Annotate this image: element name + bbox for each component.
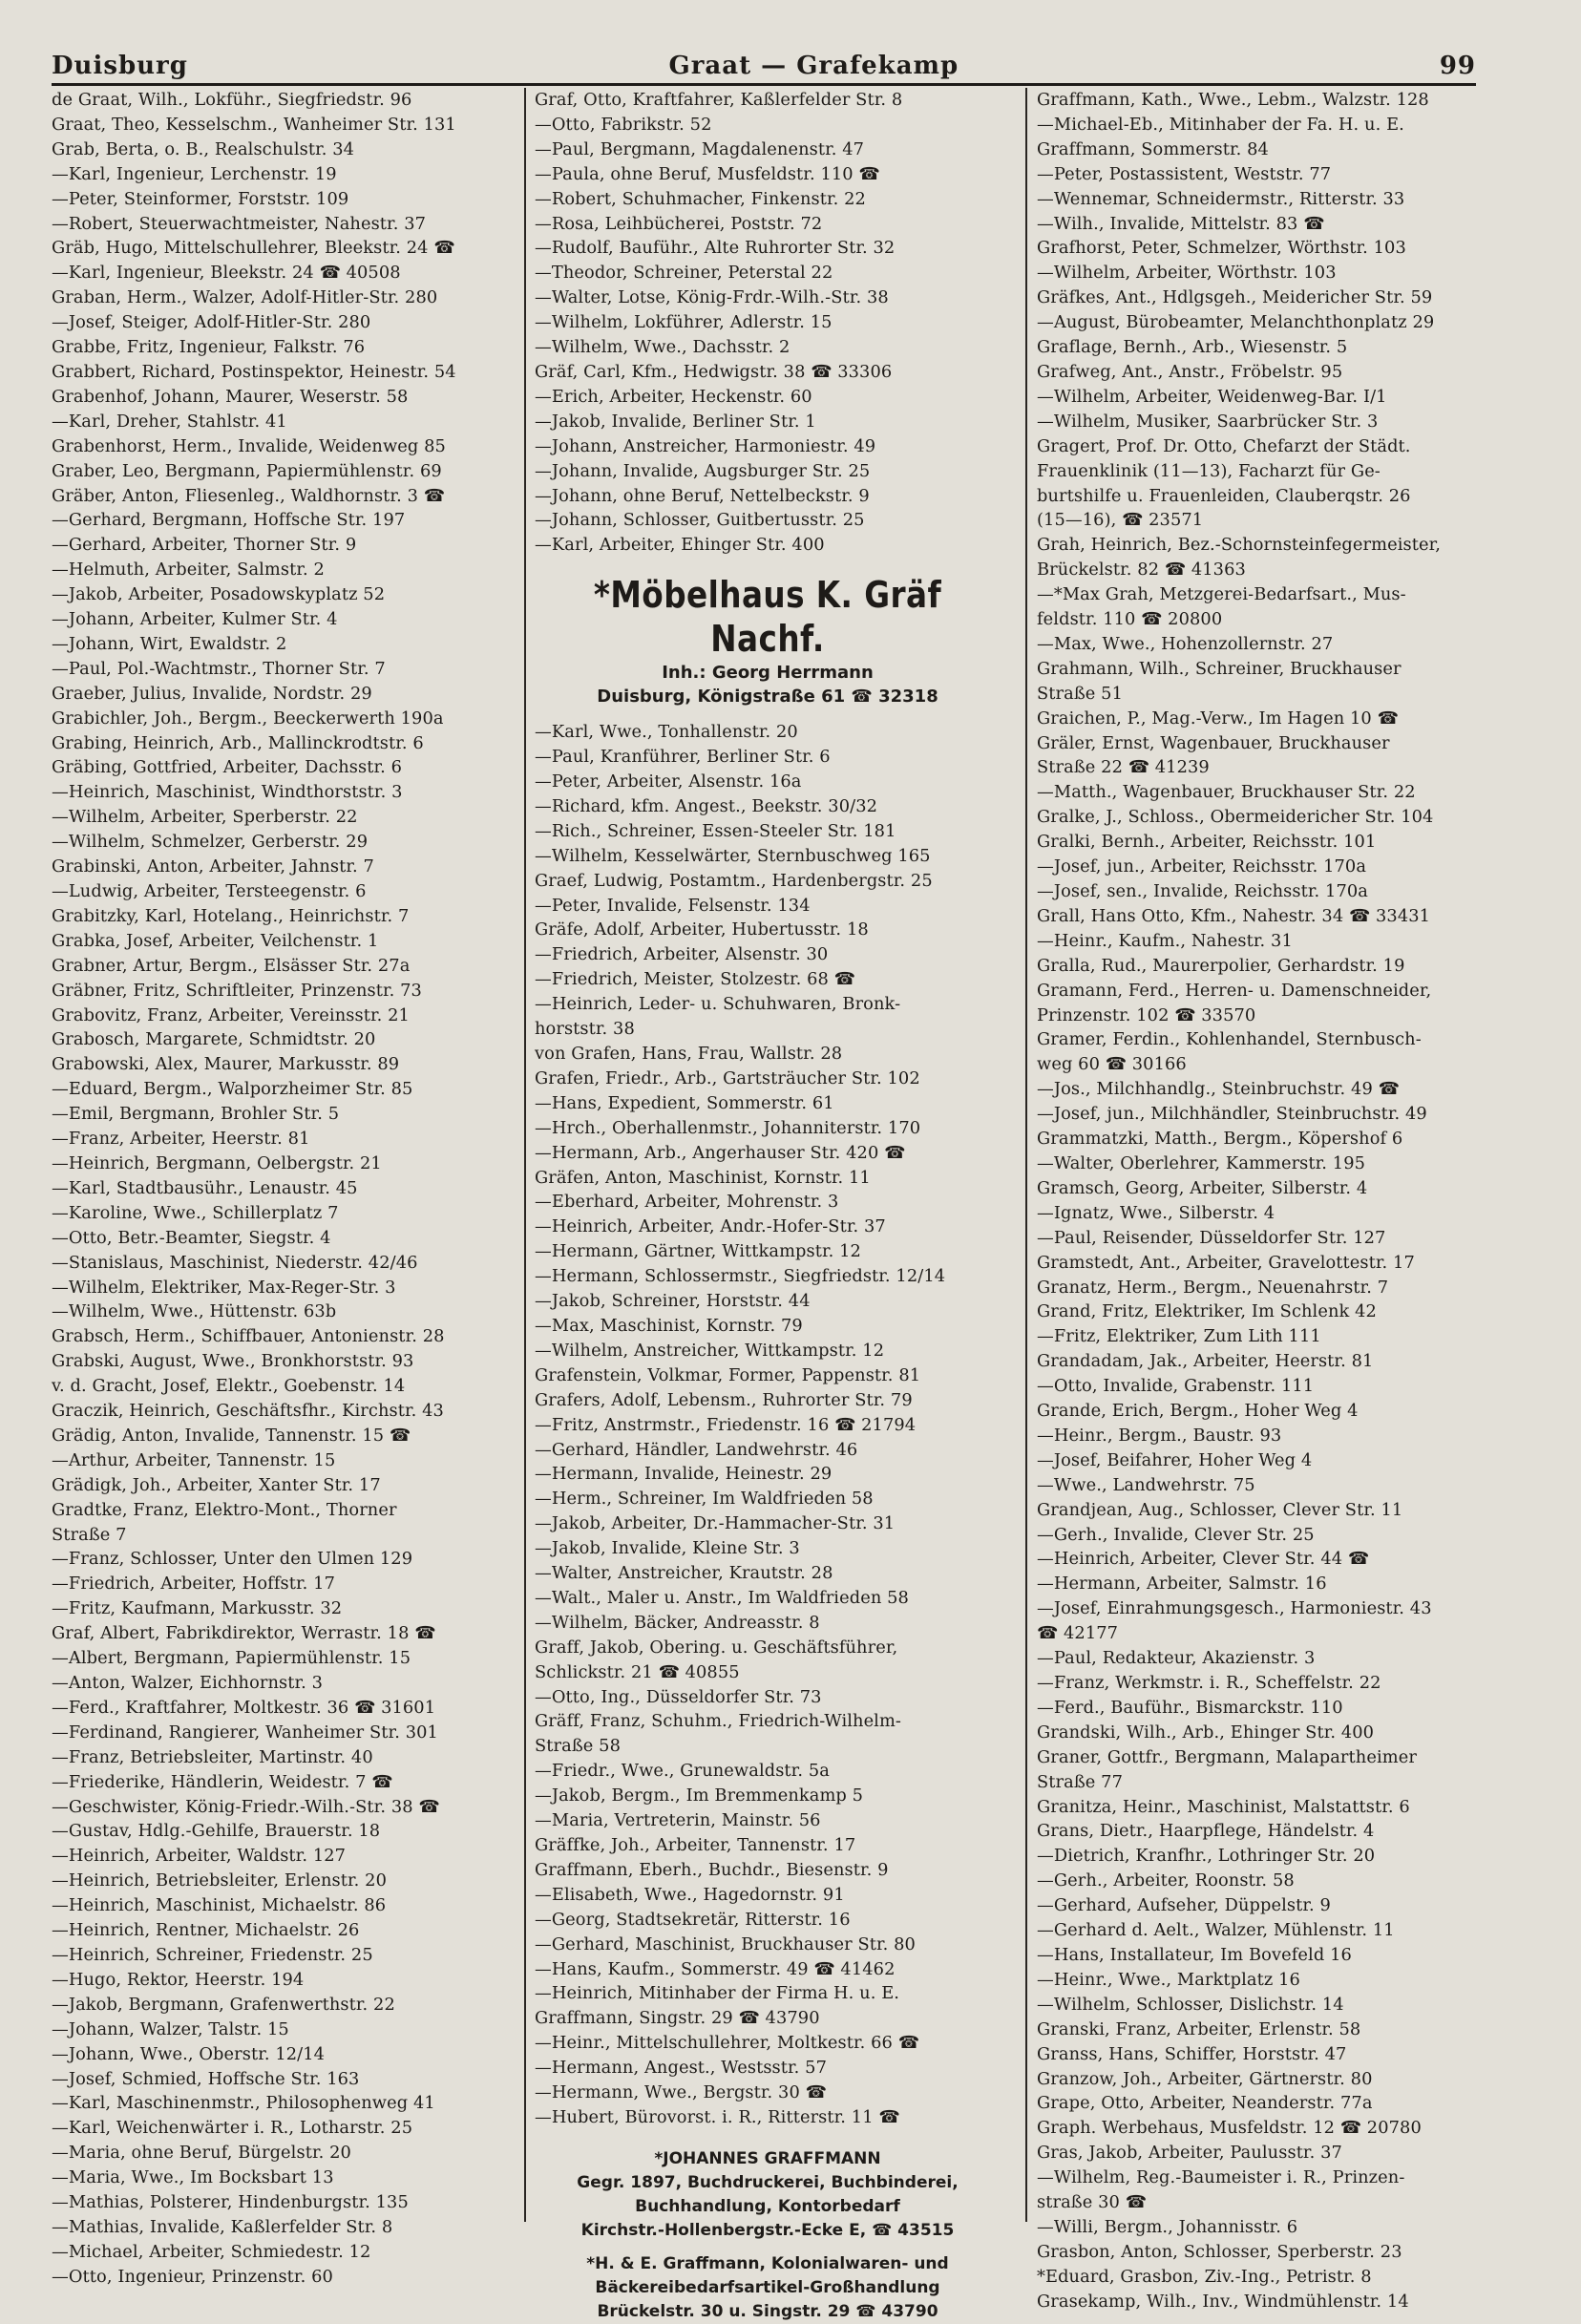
- directory-entry: Gradtke, Franz, Elektro-Mont., Thorner: [52, 1499, 397, 1520]
- directory-entry: —Wilhelm, Arbeiter, Weidenweg-Bar. I/1: [1037, 386, 1387, 407]
- directory-entry: —Eberhard, Arbeiter, Mohrenstr. 3: [535, 1192, 839, 1213]
- directory-entry: —Wilhelm, Schmelzer, Gerberstr. 29: [52, 832, 369, 853]
- directory-entry: Grabenhorst, Herm., Invalide, Weidenweg 85: [52, 435, 446, 456]
- directory-entry: —Johann, Invalide, Augsburger Str. 25: [535, 460, 871, 481]
- directory-entry: —Ferd., Kraftfahrer, Moltkestr. 36 ☎ 31601: [52, 1697, 436, 1718]
- ad-he-line: Brückelstr. 30 u. Singstr. 29 ☎ 43790: [597, 2301, 938, 2321]
- directory-entry: —Karl, Weichenwärter i. R., Lotharstr. 25: [52, 2118, 413, 2139]
- directory-entry: —Wilhelm, Musiker, Saarbrücker Str. 3: [1037, 411, 1379, 432]
- directory-entry: Grasbon, Anton, Schlosser, Sperberstr. 23: [1037, 2241, 1402, 2262]
- directory-entry: —Gerhard, Bergmann, Hoffsche Str. 197: [52, 510, 406, 531]
- directory-entry: Gralke, J., Schloss., Obermeidericher Str. 104: [1037, 807, 1434, 828]
- directory-entry: Graffmann, Eberh., Buchdr., Biesenstr. 9: [535, 1859, 889, 1880]
- directory-entry: —Helmuth, Arbeiter, Salmstr. 2: [52, 560, 325, 581]
- directory-entry: —Hermann, Wwe., Bergstr. 30 ☎: [535, 2082, 827, 2103]
- directory-entry: Graph. Werbehaus, Musfeldstr. 12 ☎ 20780: [1037, 2118, 1422, 2139]
- directory-entry: —Otto, Betr.-Beamter, Siegstr. 4: [52, 1227, 331, 1248]
- directory-entry: —Johann, Arbeiter, Kulmer Str. 4: [52, 609, 338, 630]
- directory-entry: —Johann, Anstreicher, Harmoniestr. 49: [535, 435, 876, 456]
- directory-entry: —Hans, Installateur, Im Bovefeld 16: [1037, 1944, 1352, 1965]
- directory-entry: —Karl, Stadtbausühr., Lenaustr. 45: [52, 1177, 358, 1198]
- directory-entry: —Gustav, Hdlg.-Gehilfe, Brauerstr. 18: [52, 1821, 381, 1842]
- directory-entry: Straße 51: [1037, 683, 1124, 704]
- column-2: [535, 88, 1001, 2321]
- directory-entry: —Peter, Arbeiter, Alsenstr. 16a: [535, 771, 802, 792]
- directory-entry: —Maria, Vertreterin, Mainstr. 56: [535, 1810, 821, 1831]
- directory-entry: Gräbner, Fritz, Schriftleiter, Prinzenstr. 73: [52, 980, 422, 1001]
- directory-entry: —Max, Maschinist, Kornstr. 79: [535, 1315, 803, 1336]
- directory-entry: —Josef, Einrahmungsgesch., Harmoniestr. 43: [1037, 1598, 1432, 1619]
- column-2-top: [535, 88, 1001, 558]
- directory-entry: Grabichler, Joh., Bergm., Beeckerwerth 190a: [52, 708, 444, 729]
- directory-entry: Grabinski, Anton, Arbeiter, Jahnstr. 7: [52, 856, 374, 877]
- directory-entry: —Heinr., Bergm., Baustr. 93: [1037, 1425, 1282, 1446]
- directory-entry: feldstr. 110 ☎ 20800: [1037, 609, 1223, 630]
- directory-entry: —Herm., Schreiner, Im Waldfrieden 58: [535, 1489, 874, 1510]
- directory-entry: Gragert, Prof. Dr. Otto, Chefarzt der Städt.: [1037, 435, 1411, 456]
- directory-entry: (15—16), ☎ 23571: [1037, 510, 1204, 531]
- directory-entry: —Paula, ohne Beruf, Musfeldstr. 110 ☎: [535, 163, 880, 184]
- directory-entry: —Wilhelm, Bäcker, Andreasstr. 8: [535, 1612, 820, 1633]
- directory-entry: Grasekamp, Wilh., Inv., Windmühlenstr. 14: [1037, 2291, 1409, 2312]
- directory-entry: —Friedrich, Meister, Stolzestr. 68 ☎: [535, 969, 855, 990]
- directory-entry: —August, Bürobeamter, Melanchthonplatz 29: [1037, 312, 1435, 333]
- ad-johannes-graffmann: [535, 2147, 1001, 2243]
- directory-entry: —Peter, Postassistent, Weststr. 77: [1037, 163, 1332, 184]
- directory-entry: Gräff, Franz, Schuhm., Friedrich-Wilhelm-: [535, 1711, 902, 1732]
- directory-entry: Schlickstr. 21 ☎ 40855: [535, 1661, 740, 1682]
- directory-entry: —Wilh., Invalide, Mittelstr. 83 ☎: [1037, 213, 1325, 234]
- directory-entry: Gramann, Ferd., Herren- u. Damenschneider,: [1037, 980, 1432, 1001]
- directory-entry: —Hermann, Arbeiter, Salmstr. 16: [1037, 1574, 1327, 1595]
- directory-entry: —Robert, Steuerwachtmeister, Nahestr. 37: [52, 213, 427, 234]
- directory-entry: —Franz, Schlosser, Unter den Ulmen 129: [52, 1549, 413, 1570]
- directory-entry: —Gerhard d. Aelt., Walzer, Mühlenstr. 11: [1037, 1920, 1395, 1941]
- directory-entry: Grafhorst, Peter, Schmelzer, Wörthstr. 103: [1037, 238, 1406, 259]
- directory-entry: —Walter, Lotse, König-Frdr.-Wilh.-Str. 38: [535, 287, 889, 308]
- directory-entry: Gralki, Bernh., Arbeiter, Reichsstr. 101: [1037, 832, 1377, 853]
- directory-entry: Graczik, Heinrich, Geschäftsfhr., Kirchstr. 43: [52, 1401, 444, 1422]
- directory-entry: —Karl, Ingenieur, Bleekstr. 24 ☎ 40508: [52, 263, 401, 284]
- directory-entry: —Peter, Invalide, Felsenstr. 134: [535, 895, 811, 916]
- directory-entry: —Karoline, Wwe., Schillerplatz 7: [52, 1202, 339, 1223]
- directory-entry: Grandjean, Aug., Schlosser, Clever Str. 11: [1037, 1499, 1403, 1520]
- directory-entry: *Eduard, Grasbon, Ziv.-Ing., Petristr. 8: [1037, 2266, 1372, 2287]
- directory-entry: Grafenstein, Volkmar, Former, Pappenstr. 81: [535, 1364, 921, 1385]
- directory-entry: —Ludwig, Arbeiter, Tersteegenstr. 6: [52, 881, 367, 901]
- directory-entry: Gräler, Ernst, Wagenbauer, Bruckhauser: [1037, 732, 1390, 753]
- directory-entry: —Albert, Bergmann, Papiermühlenstr. 15: [52, 1648, 411, 1669]
- directory-entry: —Hubert, Bürovorst. i. R., Ritterstr. 11 ☎: [535, 2106, 900, 2127]
- directory-entry: —Fritz, Elektriker, Zum Lith 111: [1037, 1326, 1321, 1347]
- directory-entry: —Georg, Stadtsekretär, Ritterstr. 16: [535, 1909, 851, 1930]
- directory-entry: Straße 58: [535, 1736, 622, 1757]
- directory-entry: —Gerh., Invalide, Clever Str. 25: [1037, 1524, 1315, 1545]
- directory-entry: —Josef, Steiger, Adolf-Hitler-Str. 280: [52, 312, 371, 333]
- directory-entry: —Friedrich, Arbeiter, Alsenstr. 30: [535, 944, 829, 965]
- directory-entry: Grabner, Artur, Bergm., Elsässer Str. 27a: [52, 955, 411, 976]
- directory-entry: —Michael-Eb., Mitinhaber der Fa. H. u. E.: [1037, 114, 1404, 135]
- directory-entry: Grädigk, Joh., Arbeiter, Xanter Str. 17: [52, 1474, 381, 1495]
- directory-entry: —Theodor, Schreiner, Peterstal 22: [535, 263, 833, 284]
- directory-entry: —Josef, Beifahrer, Hoher Weg 4: [1037, 1449, 1313, 1470]
- directory-entry: Granatz, Herm., Bergm., Neuenahrstr. 7: [1037, 1277, 1389, 1298]
- directory-entry: —Stanislaus, Maschinist, Niederstr. 42/46: [52, 1252, 418, 1273]
- directory-entry: Graner, Gottfr., Bergmann, Malapartheimer: [1037, 1746, 1417, 1767]
- directory-entry: Gräfen, Anton, Maschinist, Kornstr. 11: [535, 1167, 871, 1188]
- directory-entry: —Josef, jun., Arbeiter, Reichsstr. 170a: [1037, 856, 1367, 877]
- directory-entry: —Willi, Bergm., Johannisstr. 6: [1037, 2216, 1298, 2237]
- directory-entry: —Heinrich, Maschinist, Windthorststr. 3: [52, 782, 403, 803]
- directory-entry: —Rosa, Leihbücherei, Poststr. 72: [535, 213, 823, 234]
- directory-entry: Graffmann, Kath., Wwe., Lebm., Walzstr. 128: [1037, 90, 1429, 110]
- directory-entry: straße 30 ☎: [1037, 2192, 1147, 2213]
- directory-entry: —Fritz, Anstrmstr., Friedenstr. 16 ☎ 21794: [535, 1414, 917, 1435]
- directory-entry: Straße 22 ☎ 41239: [1037, 757, 1210, 778]
- directory-entry: Grall, Hans Otto, Kfm., Nahestr. 34 ☎ 33431: [1037, 905, 1431, 926]
- ad-he-graffmann: [535, 2252, 1001, 2324]
- ad-moebelhaus: [535, 573, 1001, 708]
- directory-entry: —Hans, Expedient, Sommerstr. 61: [535, 1092, 834, 1113]
- directory-entry: —Gerhard, Händler, Landwehrstr. 46: [535, 1439, 858, 1460]
- directory-entry: Grahmann, Wilh., Schreiner, Bruckhauser: [1037, 658, 1402, 679]
- directory-entry: —Johann, Walzer, Talstr. 15: [52, 2018, 289, 2039]
- directory-entry: Granss, Hans, Schiffer, Horststr. 47: [1037, 2043, 1347, 2064]
- directory-entry: —Max, Wwe., Hohenzollernstr. 27: [1037, 633, 1334, 654]
- directory-entry: weg 60 ☎ 30166: [1037, 1054, 1187, 1075]
- directory-entry: Graf, Otto, Kraftfahrer, Kaßlerfelder Str. 8: [535, 90, 903, 110]
- directory-entry: —Wilhelm, Arbeiter, Wörthstr. 103: [1037, 263, 1337, 284]
- directory-entry: —Heinrich, Mitinhaber der Firma H. u. E.: [535, 1983, 900, 2004]
- directory-entry: —Karl, Dreher, Stahlstr. 41: [52, 411, 287, 432]
- directory-entry: horststr. 38: [535, 1019, 635, 1040]
- directory-entry: —Erich, Arbeiter, Heckenstr. 60: [535, 386, 812, 407]
- directory-entry: Gramstedt, Ant., Arbeiter, Gravelottestr. 17: [1037, 1252, 1415, 1273]
- directory-entry: Gräffke, Joh., Arbeiter, Tannenstr. 17: [535, 1835, 856, 1855]
- column-2-bottom: [535, 720, 1001, 2130]
- directory-entry: Grah, Heinrich, Bez.-Schornsteinfegermeister,: [1037, 535, 1442, 556]
- directory-entry: Grabosch, Margarete, Schmidtstr. 20: [52, 1029, 376, 1050]
- directory-entry: Grab, Berta, o. B., Realschulstr. 34: [52, 138, 355, 159]
- directory-entry: Gräb, Hugo, Mittelschullehrer, Bleekstr. 24 ☎: [52, 238, 455, 259]
- ad-graffmann-line: Buchhandlung, Kontorbedarf: [635, 2196, 900, 2216]
- column-divider: [524, 88, 526, 2222]
- directory-entry: —Josef, sen., Invalide, Reichsstr. 170a: [1037, 881, 1368, 901]
- directory-entry: Graban, Herm., Walzer, Adolf-Hitler-Str. 280: [52, 287, 438, 308]
- directory-entry: —Jakob, Arbeiter, Posadowskyplatz 52: [52, 584, 386, 605]
- directory-entry: Straße 77: [1037, 1771, 1124, 1792]
- directory-entry: Graat, Theo, Kesselschm., Wanheimer Str. 131: [52, 114, 456, 135]
- directory-entry: Grabenhof, Johann, Maurer, Weserstr. 58: [52, 386, 409, 407]
- directory-entry: —Heinrich, Arbeiter, Andr.-Hofer-Str. 37: [535, 1216, 886, 1237]
- directory-entry: —Jakob, Bergm., Im Bremmenkamp 5: [535, 1785, 864, 1806]
- directory-entry: —Karl, Arbeiter, Ehinger Str. 400: [535, 535, 825, 556]
- directory-entry: —Hermann, Arb., Angerhauser Str. 420 ☎: [535, 1142, 906, 1163]
- directory-entry: ☎ 42177: [1037, 1623, 1119, 1644]
- directory-entry: —Wilhelm, Kesselwärter, Sternbuschweg 165: [535, 845, 931, 866]
- directory-entry: —Geschwister, König-Friedr.-Wilh.-Str. 38 ☎: [52, 1796, 440, 1817]
- directory-entry: Grabski, August, Wwe., Bronkhorststr. 93: [52, 1351, 414, 1372]
- directory-entry: —Ignatz, Wwe., Silberstr. 4: [1037, 1202, 1275, 1223]
- directory-entry: Grafers, Adolf, Lebensm., Ruhrorter Str. 79: [535, 1389, 913, 1410]
- directory-entry: Grabka, Josef, Arbeiter, Veilchenstr. 1: [52, 930, 379, 951]
- directory-entry: Grabowski, Alex, Maurer, Markusstr. 89: [52, 1054, 400, 1075]
- directory-entry: —Gerhard, Arbeiter, Thorner Str. 9: [52, 535, 357, 556]
- directory-entry: Prinzenstr. 102 ☎ 33570: [1037, 1004, 1256, 1025]
- directory-entry: —Heinrich, Maschinist, Michaelstr. 86: [52, 1895, 387, 1916]
- directory-entry: —Jos., Milchhandlg., Steinbruchstr. 49 ☎: [1037, 1079, 1400, 1100]
- directory-entry: —Jakob, Bergmann, Grafenwerthstr. 22: [52, 1994, 395, 2015]
- directory-entry: —Paul, Redakteur, Akazienstr. 3: [1037, 1648, 1316, 1669]
- directory-entry: —Peter, Steinformer, Forststr. 109: [52, 188, 349, 209]
- directory-entry: —Wilhelm, Anstreicher, Wittkampstr. 12: [535, 1340, 885, 1361]
- directory-entry: —Michael, Arbeiter, Schmiedestr. 12: [52, 2241, 371, 2262]
- directory-entry: Graeber, Julius, Invalide, Nordstr. 29: [52, 683, 372, 704]
- directory-entry: —Arthur, Arbeiter, Tannenstr. 15: [52, 1449, 336, 1470]
- directory-entry: —Heinrich, Arbeiter, Clever Str. 44 ☎: [1037, 1549, 1370, 1570]
- directory-entry: Gralla, Rud., Maurerpolier, Gerhardstr. 19: [1037, 955, 1405, 976]
- directory-entry: —Gerhard, Maschinist, Bruckhauser Str. 80: [535, 1933, 916, 1954]
- directory-entry: —Matth., Wagenbauer, Bruckhauser Str. 22: [1037, 782, 1416, 803]
- directory-entry: —*Max Grah, Metzgerei-Bedarfsart., Mus-: [1037, 584, 1406, 605]
- directory-entry: Granski, Franz, Arbeiter, Erlenstr. 58: [1037, 2018, 1361, 2039]
- directory-entry: Granitza, Heinr., Maschinist, Malstattstr. 6: [1037, 1796, 1410, 1817]
- directory-entry: —Eduard, Bergm., Walporzheimer Str. 85: [52, 1079, 413, 1100]
- directory-entry: Graber, Leo, Bergmann, Papiermühlenstr. 69: [52, 460, 442, 481]
- directory-entry: Grafen, Friedr., Arb., Gartsträucher Str. 102: [535, 1067, 920, 1088]
- directory-entry: —Walter, Oberlehrer, Kammerstr. 195: [1037, 1152, 1366, 1173]
- directory-entry: —Wilhelm, Arbeiter, Sperberstr. 22: [52, 807, 358, 828]
- directory-entry: —Wwe., Landwehrstr. 75: [1037, 1474, 1255, 1495]
- directory-entry: —Otto, Ing., Düsseldorfer Str. 73: [535, 1686, 822, 1707]
- directory-entry: Graf, Albert, Fabrikdirektor, Werrastr. 18 ☎: [52, 1623, 436, 1644]
- directory-entry: Gramsch, Georg, Arbeiter, Silberstr. 4: [1037, 1177, 1368, 1198]
- directory-entry: —Otto, Fabrikstr. 52: [535, 114, 712, 135]
- directory-entry: Grand, Fritz, Elektriker, Im Schlenk 42: [1037, 1301, 1377, 1322]
- directory-entry: —Johann, ohne Beruf, Nettelbeckstr. 9: [535, 485, 870, 506]
- directory-entry: —Karl, Wwe., Tonhallenstr. 20: [535, 722, 798, 743]
- directory-entry: —Karl, Ingenieur, Lerchenstr. 19: [52, 163, 337, 184]
- ad-he-line: Bäckereibedarfsartikel-Großhandlung: [595, 2277, 940, 2297]
- directory-entry: —Hermann, Invalide, Heinestr. 29: [535, 1464, 833, 1485]
- directory-entry: Grape, Otto, Arbeiter, Neanderstr. 77a: [1037, 2093, 1373, 2114]
- directory-entry: Grabbe, Fritz, Ingenieur, Falkstr. 76: [52, 337, 366, 358]
- directory-entry: —Friedr., Wwe., Grunewaldstr. 5a: [535, 1761, 830, 1782]
- directory-entry: —Rich., Schreiner, Essen-Steeler Str. 181: [535, 820, 896, 841]
- directory-entry: —Fritz, Kaufmann, Markusstr. 32: [52, 1598, 343, 1619]
- directory-entry: Gräf, Carl, Kfm., Hedwigstr. 38 ☎ 33306: [535, 361, 893, 382]
- directory-entry: —Maria, ohne Beruf, Bürgelstr. 20: [52, 2143, 351, 2164]
- directory-entry: Gräbing, Gottfried, Arbeiter, Dachsstr. 6: [52, 757, 403, 778]
- directory-entry: Grammatzki, Matth., Bergm., Köpershof 6: [1037, 1129, 1403, 1150]
- directory-entry: —Rudolf, Bauführ., Alte Ruhrorter Str. 32: [535, 238, 896, 259]
- directory-entry: von Grafen, Hans, Frau, Wallstr. 28: [535, 1044, 843, 1064]
- directory-entry: —Heinrich, Bergmann, Oelbergstr. 21: [52, 1152, 382, 1173]
- directory-entry: Grafweg, Ant., Anstr., Fröbelstr. 95: [1037, 361, 1343, 382]
- directory-entry: Graflage, Bernh., Arb., Wiesenstr. 5: [1037, 337, 1348, 358]
- directory-entry: —Richard, kfm. Angest., Beekstr. 30/32: [535, 795, 878, 816]
- directory-entry: —Otto, Invalide, Grabenstr. 111: [1037, 1376, 1315, 1397]
- directory-entry: Grabbert, Richard, Postinspektor, Heinestr. 54: [52, 361, 456, 382]
- directory-entry: Grande, Erich, Bergm., Hoher Weg 4: [1037, 1401, 1359, 1422]
- directory-entry: Grädig, Anton, Invalide, Tannenstr. 15 ☎: [52, 1425, 411, 1446]
- directory-entry: Graffmann, Sommerstr. 84: [1037, 138, 1269, 159]
- column-1: [52, 88, 517, 2287]
- directory-entry: —Heinr., Mittelschullehrer, Moltkestr. 66 ☎: [535, 2033, 919, 2054]
- directory-entry: Graichen, P., Mag.-Verw., Im Hagen 10 ☎: [1037, 708, 1399, 729]
- directory-entry: Gramer, Ferdin., Kohlenhandel, Sternbusch-: [1037, 1029, 1422, 1050]
- directory-entry: Gräfe, Adolf, Arbeiter, Hubertusstr. 18: [535, 919, 869, 940]
- directory-entry: —Jakob, Invalide, Kleine Str. 3: [535, 1538, 800, 1559]
- ad-graffmann-line: Gegr. 1897, Buchdruckerei, Buchbinderei,: [577, 2172, 959, 2192]
- directory-entry: —Hugo, Rektor, Heerstr. 194: [52, 1969, 305, 1990]
- directory-entry: Grans, Dietr., Haarpflege, Händelstr. 4: [1037, 1821, 1375, 1842]
- ad-moebelhaus-address: Duisburg, Königstraße 61 ☎ 32318: [597, 687, 938, 708]
- directory-entry: —Walter, Anstreicher, Krautstr. 28: [535, 1563, 833, 1584]
- directory-entry: —Wilhelm, Elektriker, Max-Reger-Str. 3: [52, 1277, 396, 1298]
- directory-entry: —Wilhelm, Wwe., Hüttenstr. 63b: [52, 1301, 337, 1322]
- directory-entry: —Paul, Kranführer, Berliner Str. 6: [535, 747, 831, 768]
- directory-entry: —Johann, Wirt, Ewaldstr. 2: [52, 633, 287, 654]
- directory-entry: —Wilhelm, Wwe., Dachsstr. 2: [535, 337, 790, 358]
- directory-entry: —Anton, Walzer, Eichhornstr. 3: [52, 1673, 324, 1693]
- directory-entry: —Hrch., Oberhallenmstr., Johanniterstr. 170: [535, 1117, 921, 1138]
- directory-entry: —Franz, Arbeiter, Heerstr. 81: [52, 1129, 310, 1150]
- directory-entry: —Friederike, Händlerin, Weidestr. 7 ☎: [52, 1771, 393, 1792]
- directory-entry: —Hermann, Gärtner, Wittkampstr. 12: [535, 1241, 861, 1262]
- directory-entry: —Heinrich, Rentner, Michaelstr. 26: [52, 1920, 360, 1941]
- directory-entry: Gräfkes, Ant., Hdlgsgeh., Meidericher Str. 59: [1037, 287, 1433, 308]
- directory-entry: —Paul, Pol.-Wachtmstr., Thorner Str. 7: [52, 658, 386, 679]
- directory-entry: Granzow, Joh., Arbeiter, Gärtnerstr. 80: [1037, 2068, 1373, 2089]
- directory-entry: Gräber, Anton, Fliesenleg., Waldhornstr. 3 ☎: [52, 485, 445, 506]
- directory-entry: —Hermann, Angest., Westsstr. 57: [535, 2058, 827, 2079]
- directory-entry: —Gerh., Arbeiter, Roonstr. 58: [1037, 1870, 1295, 1891]
- directory-entry: Grabsch, Herm., Schiffbauer, Antonienstr. 28: [52, 1326, 445, 1347]
- ad-graffmann-line: Kirchstr.-Hollenbergstr.-Ecke E, ☎ 43515: [580, 2220, 955, 2240]
- ad-graffmann-line: *JOHANNES GRAFFMANN: [654, 2148, 881, 2168]
- directory-entry: —Robert, Schuhmacher, Finkenstr. 22: [535, 188, 866, 209]
- directory-entry: —Maria, Wwe., Im Bocksbart 13: [52, 2167, 334, 2188]
- header-range: Graat — Grafekamp: [668, 52, 959, 80]
- directory-entry: —Gerhard, Aufseher, Düppelstr. 9: [1037, 1895, 1331, 1916]
- directory-entry: —Jakob, Invalide, Berliner Str. 1: [535, 411, 816, 432]
- directory-entry: —Dietrich, Kranfhr., Lothringer Str. 20: [1037, 1846, 1376, 1867]
- ad-moebelhaus-owner: Inh.: Georg Herrmann: [662, 663, 874, 684]
- page-header: [52, 42, 1476, 80]
- directory-entry: —Jakob, Arbeiter, Dr.-Hammacher-Str. 31: [535, 1513, 896, 1534]
- directory-entry: Graef, Ludwig, Postamtm., Hardenbergstr. 25: [535, 870, 933, 891]
- directory-entry: —Otto, Ingenieur, Prinzenstr. 60: [52, 2266, 333, 2287]
- directory-entry: —Wilhelm, Reg.-Baumeister i. R., Prinzen-: [1037, 2167, 1405, 2188]
- directory-entry: —Heinrich, Leder- u. Schuhwaren, Bronk-: [535, 994, 901, 1015]
- directory-entry: Graffmann, Singstr. 29 ☎ 43790: [535, 2008, 820, 2029]
- directory-entry: —Walt., Maler u. Anstr., Im Waldfrieden 58: [535, 1587, 909, 1608]
- directory-entry: —Heinrich, Betriebsleiter, Erlenstr. 20: [52, 1870, 388, 1891]
- directory-entry: —Johann, Schlosser, Guitbertusstr. 25: [535, 510, 865, 531]
- ad-moebelhaus-title: *Möbelhaus K. Gräf Nachf.: [593, 574, 942, 661]
- directory-entry: —Mathias, Polsterer, Hindenburgstr. 135: [52, 2192, 409, 2213]
- directory-entry: Brückelstr. 82 ☎ 41363: [1037, 560, 1246, 581]
- directory-entry: Grandadam, Jak., Arbeiter, Heerstr. 81: [1037, 1351, 1374, 1372]
- directory-entry: —Paul, Reisender, Düsseldorfer Str. 127: [1037, 1227, 1386, 1248]
- directory-entry: Straße 7: [52, 1524, 127, 1545]
- directory-entry: —Karl, Maschinenmstr., Philosophenweg 41: [52, 2093, 435, 2114]
- directory-entry: —Wilhelm, Lokführer, Adlerstr. 15: [535, 312, 833, 333]
- directory-entry: —Franz, Werkmstr. i. R., Scheffelstr. 22: [1037, 1673, 1381, 1693]
- directory-entry: —Heinr., Kaufm., Nahestr. 31: [1037, 930, 1293, 951]
- directory-entry: —Heinrich, Arbeiter, Waldstr. 127: [52, 1846, 347, 1867]
- directory-entry: —Jakob, Schreiner, Horststr. 44: [535, 1291, 811, 1312]
- directory-entry: —Heinr., Wwe., Marktplatz 16: [1037, 1969, 1300, 1990]
- column-3: [1037, 88, 1503, 2312]
- page-number: 99: [1439, 52, 1476, 80]
- column-divider: [1025, 88, 1027, 2222]
- directory-entry: de Graat, Wilh., Lokführ., Siegfriedstr. 96: [52, 90, 412, 110]
- directory-entry: —Johann, Wwe., Oberstr. 12/14: [52, 2043, 326, 2064]
- directory-entry: —Wilhelm, Schlosser, Dislichstr. 14: [1037, 1994, 1344, 2015]
- directory-entry: —Paul, Bergmann, Magdalenenstr. 47: [535, 138, 865, 159]
- directory-entry: v. d. Gracht, Josef, Elektr., Goebenstr. 14: [52, 1376, 406, 1397]
- directory-entry: —Josef, Schmied, Hoffsche Str. 163: [52, 2068, 360, 2089]
- directory-entry: —Heinrich, Schreiner, Friedenstr. 25: [52, 1944, 373, 1965]
- header-city: Duisburg: [52, 52, 188, 80]
- directory-entry: burtshilfe u. Frauenleiden, Clauberqstr. 26: [1037, 485, 1411, 506]
- directory-entry: —Elisabeth, Wwe., Hagedornstr. 91: [535, 1884, 845, 1905]
- directory-columns: [52, 88, 1484, 2321]
- directory-entry: Grabitzky, Karl, Hotelang., Heinrichstr. 7: [52, 905, 410, 926]
- directory-entry: —Hans, Kaufm., Sommerstr. 49 ☎ 41462: [535, 1958, 896, 1979]
- directory-entry: —Hermann, Schlossermstr., Siegfriedstr. 12/14: [535, 1266, 946, 1287]
- header-rule: [52, 83, 1476, 86]
- directory-entry: —Ferd., Bauführ., Bismarckstr. 110: [1037, 1697, 1343, 1718]
- directory-entry: —Ferdinand, Rangierer, Wanheimer Str. 301: [52, 1722, 438, 1743]
- directory-entry: Gras, Jakob, Arbeiter, Paulusstr. 37: [1037, 2143, 1342, 2164]
- directory-entry: Grabovitz, Franz, Arbeiter, Vereinsstr. 21: [52, 1004, 410, 1025]
- ad-he-line: *H. & E. Graffmann, Kolonialwaren- und: [586, 2253, 949, 2273]
- directory-entry: Grandski, Wilh., Arb., Ehinger Str. 400: [1037, 1722, 1375, 1743]
- directory-entry: —Mathias, Invalide, Kaßlerfelder Str. 8: [52, 2216, 393, 2237]
- directory-entry: —Wennemar, Schneidermstr., Ritterstr. 33: [1037, 188, 1405, 209]
- directory-entry: Frauenklinik (11—13), Facharzt für Ge-: [1037, 460, 1381, 481]
- directory-entry: —Friedrich, Arbeiter, Hoffstr. 17: [52, 1574, 335, 1595]
- directory-entry: —Josef, jun., Milchhändler, Steinbruchstr. 49: [1037, 1104, 1427, 1125]
- directory-entry: —Emil, Bergmann, Brohler Str. 5: [52, 1104, 340, 1125]
- directory-entry: Grabing, Heinrich, Arb., Mallinckrodtstr. 6: [52, 732, 424, 753]
- directory-entry: —Franz, Betriebsleiter, Martinstr. 40: [52, 1746, 373, 1767]
- directory-entry: Graff, Jakob, Obering. u. Geschäftsführer,: [535, 1637, 898, 1658]
